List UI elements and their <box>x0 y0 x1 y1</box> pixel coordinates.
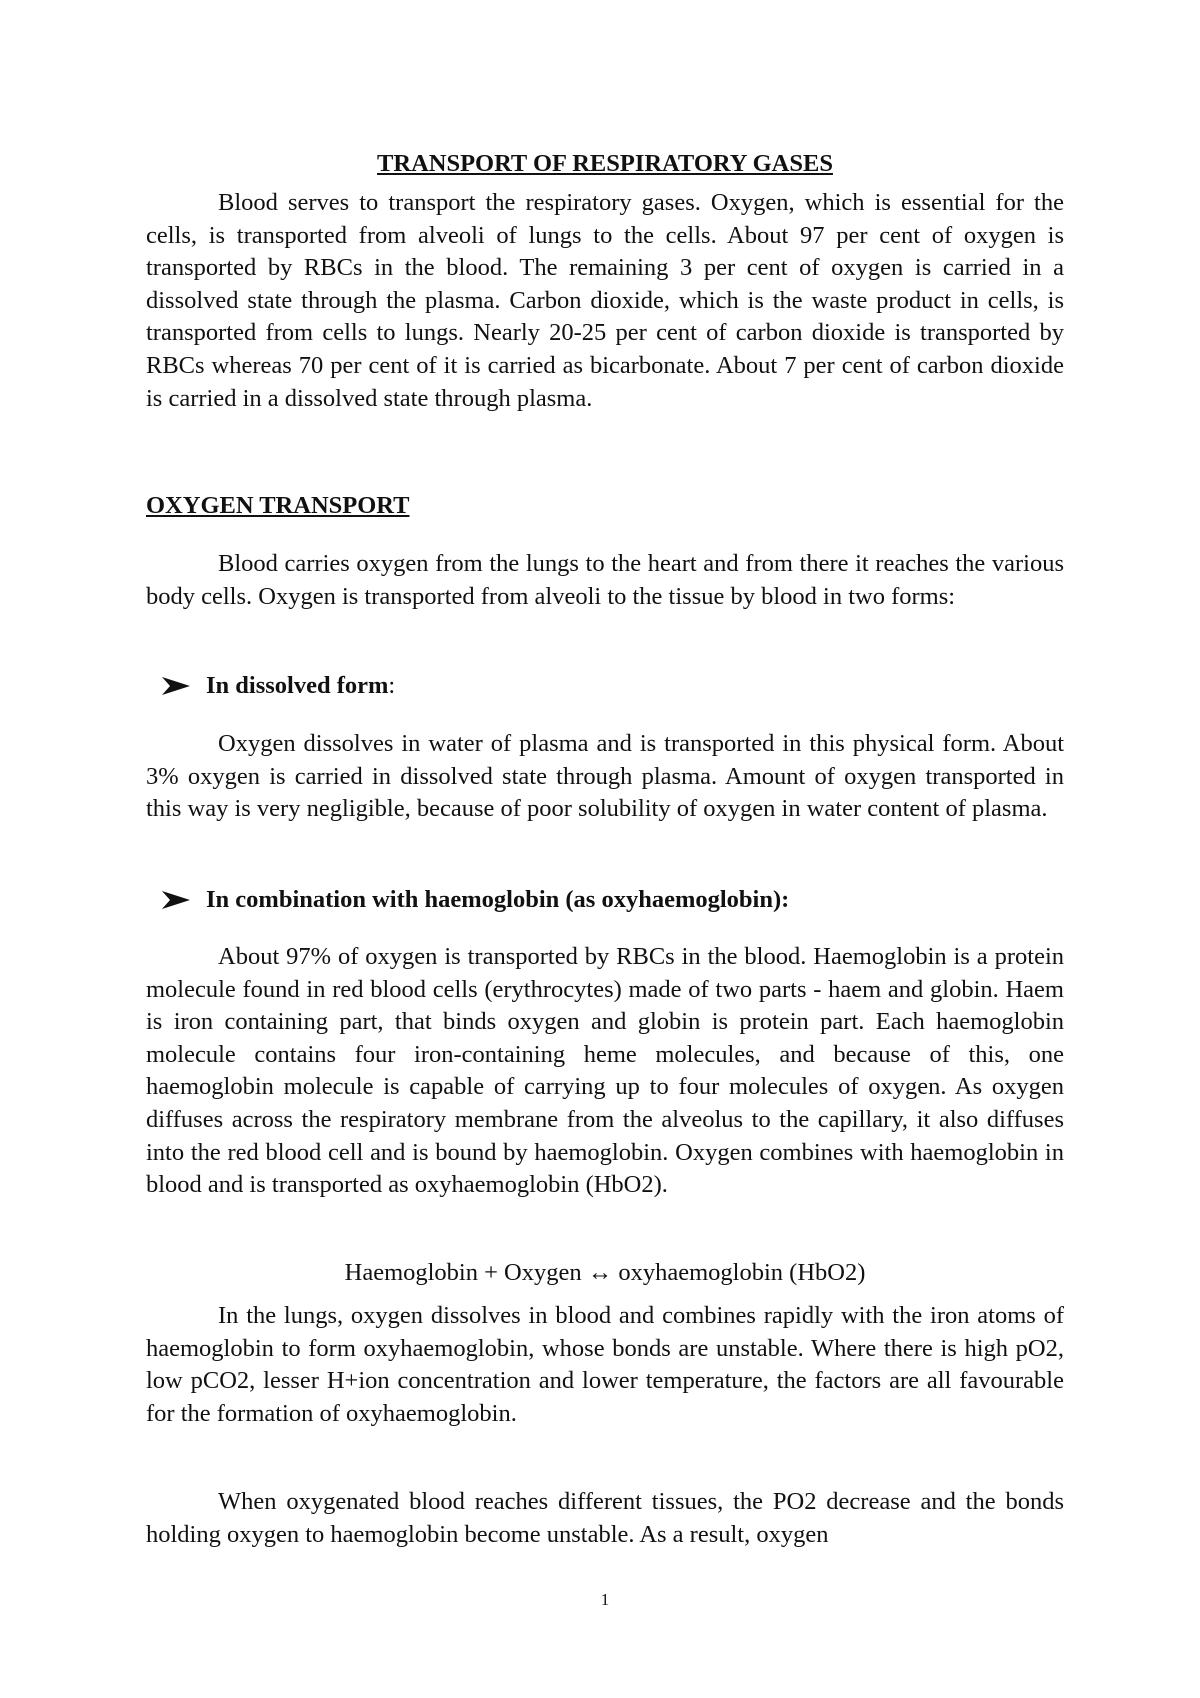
arrow-bullet-icon <box>160 888 194 912</box>
bullet-dissolved-colon: : <box>388 672 396 699</box>
dissolved-form-paragraph: Oxygen dissolves in water of plasma and is transported in this physical form. About 3% oxygen is carried in dissolved state through plasma. Amount of oxygen transported in this way is very negligible, because of poor solubility of oxygen in water content of plasma. <box>146 730 1064 823</box>
bullet-dissolved-label: In dissolved form <box>206 672 389 699</box>
bullet-haemoglobin-combination <box>160 884 789 916</box>
bullet-haemoglobin-label: In combination with haemoglobin (as oxyhaemoglobin): <box>206 886 790 913</box>
oxyhaemoglobin-equation: Haemoglobin + Oxygen ↔ oxyhaemoglobin (HbO2) <box>344 1259 866 1286</box>
oxygen-intro-paragraph: Blood carries oxygen from the lungs to the heart and from there it reaches the various body cells. Oxygen is transported from alveoli to the tissue by blood in two forms: <box>146 550 1064 610</box>
intro-paragraph: Blood serves to transport the respiratory gases. Oxygen, which is essential for the cells, is transported from alveoli of lungs to the cells. About 97 per cent of oxygen is transported by RBCs in the blood. The remaining 3 per cent of oxygen is carried in a dissolved state through the plasma. Carbon dioxide, which is the waste product in cells, is transported from cells to lungs. Nearly 20-25 per cent of carbon dioxide is transported by RBCs whereas 70 per cent of it is carried as bicarbonate. About 7 per cent of carbon dioxide is carried in a dissolved state through plasma. <box>146 189 1064 412</box>
lungs-paragraph: In the lungs, oxygen dissolves in blood and combines rapidly with the iron atoms of haemoglobin to form oxyhaemoglobin, whose bonds are unstable. Where there is high pO2, low pCO2, lesser H+ion concentration and lower temperature, the factors are all favourable for the formation of oxyhaemoglobin. <box>146 1302 1064 1427</box>
document-title: TRANSPORT OF RESPIRATORY GASES <box>377 150 833 177</box>
haemoglobin-paragraph: About 97% of oxygen is transported by RBCs in the blood. Haemoglobin is a protein molecule found in red blood cells (erythrocytes) made of two parts - haem and globin. Haem is iron containing part, that binds oxygen and globin is protein part. Each haemoglobin molecule contains four iron-containing heme molecules, and because of this, one haemoglobin molecule is capable of carrying up to four molecules of oxygen. As oxygen diffuses across the respiratory membrane from the alveolus to the capillary, it also diffuses into the red blood cell and is bound by haemoglobin. Oxygen combines with haemoglobin in blood and is transported as oxyhaemoglobin (HbO2). <box>146 943 1064 1199</box>
arrow-bullet-icon <box>160 674 194 698</box>
page-number: 1 <box>600 1590 610 1609</box>
bullet-dissolved-form <box>160 670 395 702</box>
oxygen-transport-heading: OXYGEN TRANSPORT <box>146 492 410 519</box>
document-page <box>146 0 1064 1698</box>
tissue-paragraph: When oxygenated blood reaches different tissues, the PO2 decrease and the bonds holding oxygen to haemoglobin become unstable. As a result, oxygen <box>146 1488 1064 1548</box>
